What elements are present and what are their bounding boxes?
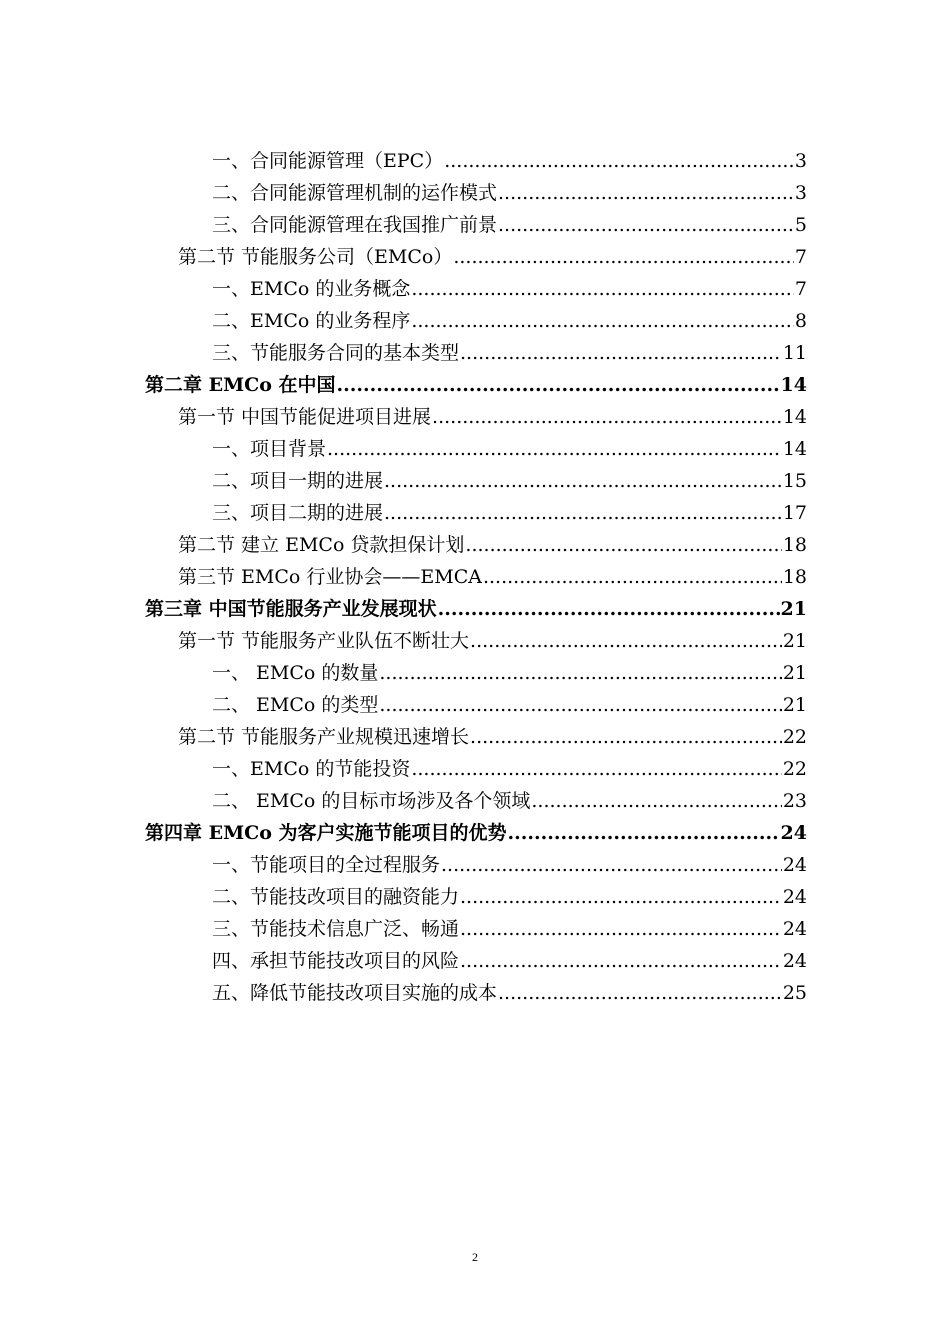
toc-entry[interactable] (145, 881, 807, 913)
toc-entry[interactable] (145, 177, 807, 209)
toc-entry[interactable] (145, 977, 807, 1009)
toc-dot-leader (498, 177, 794, 209)
toc-entry[interactable] (145, 241, 807, 273)
toc-page-number: 17 (782, 502, 807, 524)
toc-entry-title: 第二节 建立 EMCo 贷款担保计划 (178, 534, 465, 556)
toc-entry-title: 三、节能服务合同的基本类型 (212, 342, 460, 364)
toc-entry-title: 一、 EMCo 的数量 (212, 662, 379, 684)
toc-page-number: 3 (794, 150, 807, 172)
toc-dot-leader (379, 689, 781, 721)
toc-page-number: 21 (780, 598, 807, 620)
toc-entry-title: 第四章 EMCo 为客户实施节能项目的优势 (145, 822, 507, 844)
toc-entry[interactable] (145, 785, 807, 817)
toc-entry[interactable] (145, 721, 807, 753)
toc-entry-title: 第二节 节能服务公司（EMCo） (178, 246, 453, 268)
toc-entry[interactable] (145, 945, 807, 977)
toc-entry-title: 一、EMCo 的节能投资 (212, 758, 411, 780)
toc-dot-leader (327, 433, 782, 465)
toc-entry-title: 第三章 中国节能服务产业发展现状 (145, 598, 437, 620)
toc-entry[interactable] (145, 529, 807, 561)
toc-dot-leader (465, 529, 781, 561)
toc-entry-title: 五、降低节能技改项目实施的成本 (212, 982, 498, 1004)
toc-entry[interactable] (145, 657, 807, 689)
toc-entry-title: 第一节 中国节能促进项目进展 (178, 406, 432, 428)
toc-entry[interactable] (145, 305, 807, 337)
toc-dot-leader (470, 721, 782, 753)
toc-entry[interactable] (145, 401, 807, 433)
toc-chapter-entry[interactable] (145, 369, 807, 401)
toc-dot-leader (483, 561, 782, 593)
toc-entry-title: 第二章 EMCo 在中国 (145, 374, 336, 396)
toc-entry[interactable] (145, 561, 807, 593)
toc-page-number: 7 (794, 246, 807, 268)
toc-entry[interactable] (145, 337, 807, 369)
toc-entry[interactable] (145, 209, 807, 241)
toc-entry-title: 二、合同能源管理机制的运作模式 (212, 182, 498, 204)
toc-dot-leader (460, 881, 782, 913)
toc-entry-title: 三、节能技术信息广泛、畅通 (212, 918, 460, 940)
toc-entry-title: 二、 EMCo 的类型 (212, 694, 379, 716)
toc-entry[interactable] (145, 497, 807, 529)
toc-page-number: 21 (782, 630, 807, 652)
toc-dot-leader (498, 209, 794, 241)
toc-entry-title: 一、项目背景 (212, 438, 327, 460)
toc-dot-leader (337, 369, 780, 401)
toc-dot-leader (441, 849, 782, 881)
toc-dot-leader (470, 625, 782, 657)
toc-dot-leader (498, 977, 782, 1009)
toc-dot-leader (460, 945, 782, 977)
toc-entry-title: 二、EMCo 的业务程序 (212, 310, 411, 332)
toc-entry-title: 四、承担节能技改项目的风险 (212, 950, 460, 972)
toc-page-number: 14 (780, 374, 807, 396)
toc-chapter-entry[interactable] (145, 817, 807, 849)
footer-page-number: 2 (472, 1250, 478, 1264)
toc-entry[interactable] (145, 433, 807, 465)
toc-entry-title: 第一节 节能服务产业队伍不断壮大 (178, 630, 470, 652)
toc-page-number: 15 (782, 470, 807, 492)
toc-entry[interactable] (145, 689, 807, 721)
toc-dot-leader (453, 241, 794, 273)
toc-entry-title: 三、合同能源管理在我国推广前景 (212, 214, 498, 236)
toc-dot-leader (438, 593, 780, 625)
toc-dot-leader (384, 497, 782, 529)
toc-dot-leader (531, 785, 781, 817)
toc-dot-leader (460, 913, 782, 945)
toc-entry[interactable] (145, 625, 807, 657)
toc-entry-title: 一、节能项目的全过程服务 (212, 854, 441, 876)
toc-entry[interactable] (145, 753, 807, 785)
toc-dot-leader (444, 145, 794, 177)
toc-entry[interactable] (145, 849, 807, 881)
toc-entry-title: 三、项目二期的进展 (212, 502, 384, 524)
toc-page-number: 14 (782, 438, 807, 460)
toc-entry-title: 第三节 EMCo 行业协会——EMCA (178, 566, 482, 588)
toc-page-number: 18 (782, 566, 807, 588)
toc-entry-title: 二、 EMCo 的目标市场涉及各个领域 (212, 790, 531, 812)
toc-page-number: 22 (782, 758, 807, 780)
toc-page-number: 5 (794, 214, 807, 236)
toc-dot-leader (460, 337, 782, 369)
toc-page-number: 21 (782, 662, 807, 684)
toc-entry[interactable] (145, 145, 807, 177)
toc-page-number: 7 (794, 278, 807, 300)
toc-entry[interactable] (145, 913, 807, 945)
table-of-contents (145, 145, 807, 1009)
toc-chapter-entry[interactable] (145, 593, 807, 625)
toc-entry-title: 一、合同能源管理（EPC） (212, 150, 444, 172)
toc-page-number: 8 (794, 310, 807, 332)
toc-page-number: 24 (780, 822, 807, 844)
toc-entry[interactable] (145, 465, 807, 497)
toc-page-number: 24 (782, 918, 807, 940)
toc-dot-leader (411, 305, 794, 337)
toc-dot-leader (384, 465, 782, 497)
toc-page-number: 24 (782, 886, 807, 908)
toc-entry-title: 二、节能技改项目的融资能力 (212, 886, 460, 908)
toc-entry-title: 第二节 节能服务产业规模迅速增长 (178, 726, 470, 748)
toc-page-number: 14 (782, 406, 807, 428)
toc-page-number: 3 (794, 182, 807, 204)
toc-page-number: 21 (782, 694, 807, 716)
toc-entry-title: 一、EMCo 的业务概念 (212, 278, 411, 300)
toc-page-number: 23 (782, 790, 807, 812)
toc-page-number: 24 (782, 950, 807, 972)
toc-page-number: 25 (782, 982, 807, 1004)
toc-dot-leader (411, 273, 794, 305)
toc-page-number: 22 (782, 726, 807, 748)
toc-page-number: 18 (782, 534, 807, 556)
toc-page-number: 11 (782, 342, 807, 364)
toc-entry[interactable] (145, 273, 807, 305)
toc-dot-leader (432, 401, 782, 433)
toc-dot-leader (508, 817, 780, 849)
toc-entry-title: 二、项目一期的进展 (212, 470, 384, 492)
toc-dot-leader (411, 753, 781, 785)
toc-dot-leader (379, 657, 781, 689)
toc-page-number: 24 (782, 854, 807, 876)
